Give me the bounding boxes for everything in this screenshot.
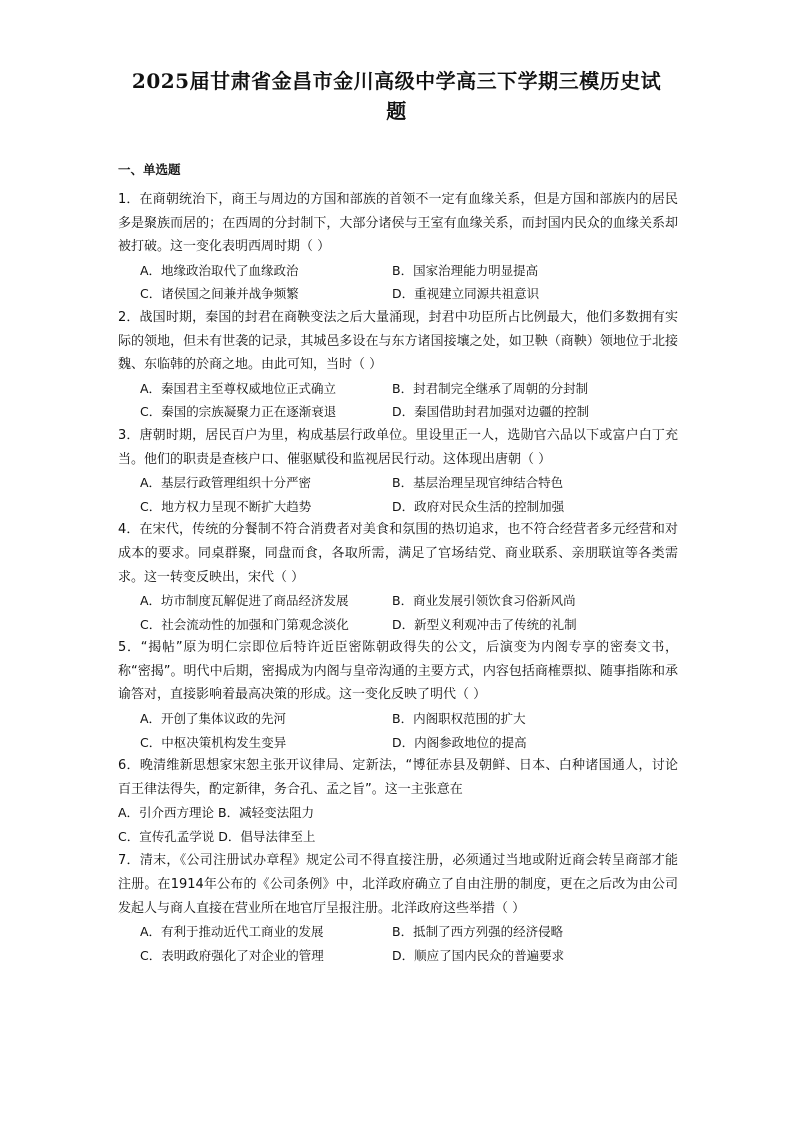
option-row-ab: A．引介西方理论 B．减轻变法阻力 bbox=[118, 805, 315, 821]
option-grid bbox=[118, 377, 678, 424]
option-d: D．内阁参政地位的提高 bbox=[392, 734, 527, 750]
option-d: D．新型义利观冲击了传统的礼制 bbox=[392, 616, 577, 632]
question-1 bbox=[118, 188, 678, 306]
section-heading: 一、单选题 bbox=[118, 162, 181, 177]
option-rows bbox=[118, 801, 678, 849]
question-list bbox=[118, 188, 678, 967]
question-stem: 2．战国时期，秦国的封君在商鞅变法之后大量涌现，封君中功臣所占比例最大，他们多数拥有实际的领地，但未有世袭的记录，其城邑多设在与东方诸国接壤之处，如卫鞅（商鞅）领地位于北接魏、东临韩的於商之地。由此可知，当时（ ） bbox=[118, 309, 678, 373]
option-d: D．政府对民众生活的控制加强 bbox=[392, 498, 565, 514]
question-stem: 5．“揭帖”原为明仁宗即位后特许近臣密陈朝政得失的公文，后演变为内阁专享的密奏文书，称“密揭”。明代中后期，密揭成为内阁与皇帝沟通的主要方式，内容包括商榷票拟、随事指陈和承谕答对，直接影响着最高决策的形成。这一变化反映了明代（ ） bbox=[118, 640, 678, 703]
question-7 bbox=[118, 849, 678, 967]
question-3 bbox=[118, 424, 678, 518]
option-b: B．商业发展引领饮食习俗新风尚 bbox=[392, 593, 576, 609]
option-a: A．坊市制度瓦解促进了商品经济发展 bbox=[140, 593, 349, 609]
option-a: A．基层行政管理组织十分严密 bbox=[140, 475, 312, 491]
question-stem: 1．在商朝统治下，商王与周边的方国和部族的首领不一定有血缘关系，但是方国和部族内的居民多是聚族而居的；在西周的分封制下，大部分诸侯与王室有血缘关系，而封国内民众的血缘关系却被打破。这一变化表明西周时期（ ） bbox=[118, 192, 678, 255]
option-grid bbox=[118, 920, 678, 967]
option-b: B．基层治理呈现官绅结合特色 bbox=[392, 475, 564, 491]
option-grid bbox=[118, 471, 678, 518]
option-d: D．顺应了国内民众的普遍要求 bbox=[392, 947, 565, 963]
option-c: C．诸侯国之间兼并战争频繁 bbox=[140, 286, 299, 302]
option-grid bbox=[118, 707, 678, 754]
option-row-cd: C．宣传孔孟学说 D．倡导法律至上 bbox=[118, 829, 316, 845]
option-b: B．国家治理能力明显提高 bbox=[392, 262, 539, 278]
option-c: C．地方权力呈现不断扩大趋势 bbox=[140, 498, 312, 514]
question-stem: 6．晚清维新思想家宋恕主张开议律局、定新法，“博征赤县及朝鲜、日本、白种诸国通人，讨论百王律法得失，酌定新律，务合孔、孟之旨”。这一主张意在 bbox=[118, 758, 678, 797]
option-grid bbox=[118, 589, 678, 636]
option-c: C．社会流动性的加强和门第观念淡化 bbox=[140, 616, 349, 632]
question-6 bbox=[118, 754, 678, 849]
option-a: A．秦国君主至尊权威地位正式确立 bbox=[140, 380, 337, 396]
option-a: A．开创了集体议政的先河 bbox=[140, 711, 287, 727]
option-d: D．秦国借助封君加强对边疆的控制 bbox=[392, 404, 590, 420]
option-a: A．有利于推动近代工商业的发展 bbox=[140, 924, 324, 940]
option-c: C．秦国的宗族凝聚力正在逐渐衰退 bbox=[140, 404, 337, 420]
question-stem: 3．唐朝时期，居民百户为里，构成基层行政单位。里设里正一人，选勋官六品以下或富户白丁充当。他们的职责是查核户口、催驱赋役和监视居民行动。这体现出唐朝（ ） bbox=[118, 427, 678, 467]
option-c: C．中枢决策机构发生变异 bbox=[140, 734, 287, 750]
page-title bbox=[110, 66, 683, 126]
question-4 bbox=[118, 518, 678, 636]
option-d: D．重视建立同源共祖意识 bbox=[392, 286, 540, 302]
question-5 bbox=[118, 636, 678, 754]
option-b: B．封君制完全继承了周朝的分封制 bbox=[392, 380, 589, 396]
option-b: B．抵制了西方列强的经济侵略 bbox=[392, 924, 564, 940]
option-grid bbox=[118, 259, 678, 306]
question-2 bbox=[118, 306, 678, 424]
question-stem: 7．清末，《公司注册试办章程》规定公司不得直接注册，必须通过当地或附近商会转呈商部才能注册。在1914年公布的《公司条例》中，北洋政府确立了自由注册的制度，更在之后改为由公司发起人与商人直接在营业所在地官厅呈报注册。北洋政府这些举措（ ） bbox=[118, 853, 678, 916]
option-a: A．地缘政治取代了血缘政治 bbox=[140, 262, 299, 278]
title-line-1: 2025届甘肃省金昌市金川高级中学高三下学期三模历史试 bbox=[131, 69, 662, 93]
question-stem: 4．在宋代，传统的分餐制不符合消费者对美食和氛围的热切追求，也不符合经营者多元经营和对成本的要求。同桌群聚，同盘而食，各取所需，满足了官场结党、商业联系、亲朋联谊等各类需求。这一转变反映出，宋代（ ） bbox=[118, 522, 678, 585]
title-line-2: 题 bbox=[386, 99, 407, 123]
option-b: B．内阁职权范围的扩大 bbox=[392, 711, 526, 727]
option-c: C．表明政府强化了对企业的管理 bbox=[140, 947, 324, 963]
